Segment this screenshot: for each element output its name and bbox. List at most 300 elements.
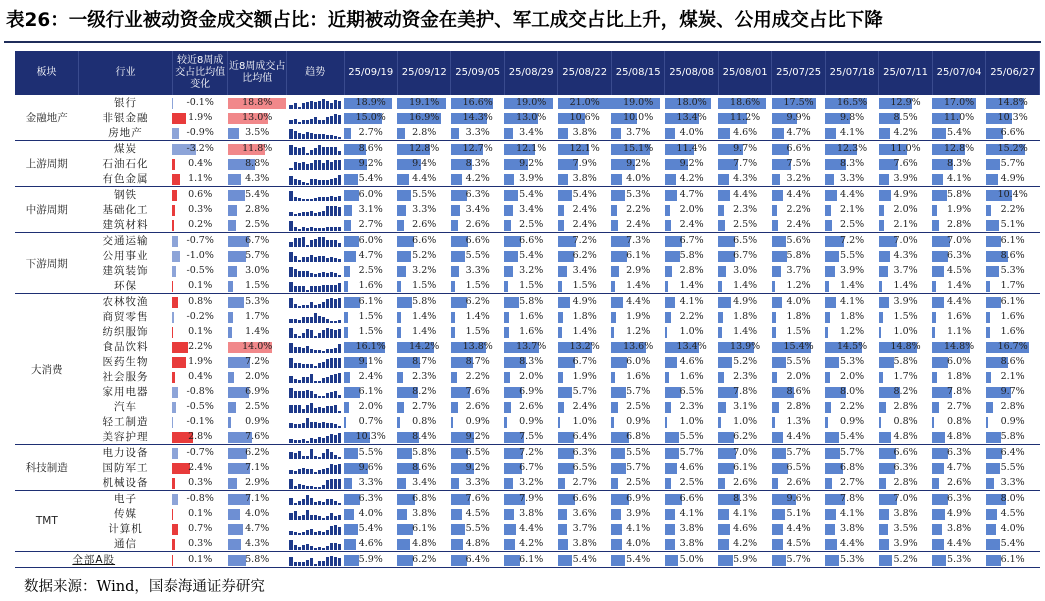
week-cell-label: 1.2% (786, 279, 811, 291)
week-cell (772, 475, 825, 491)
spark-bar (338, 358, 341, 368)
week-cell-label: 5.3% (840, 355, 865, 367)
week-cell (825, 460, 878, 475)
trend-cell (286, 536, 344, 552)
week-cell (611, 217, 664, 233)
week-cell-label: 1.0% (679, 325, 704, 337)
spark-bar (322, 120, 325, 124)
week-cell-label: 6.0% (947, 355, 972, 367)
spark-bar (318, 237, 321, 247)
spark-bar (334, 197, 337, 201)
week-cell (932, 414, 985, 429)
spark-bar (314, 117, 317, 124)
week-cell-label: 3.5% (893, 522, 918, 534)
week-cell-label: 6.7% (572, 355, 597, 367)
avg-cell-label: 4.3% (245, 172, 270, 184)
week-cell-label: 2.8% (893, 476, 918, 488)
week-cell (344, 491, 397, 507)
week-cell-label: 6.3% (572, 446, 597, 458)
spark-bar (302, 199, 305, 201)
spark-bar (310, 469, 313, 473)
week-cell (451, 369, 504, 384)
week-cell-label: 6.9% (626, 492, 651, 504)
week-cell-label: 2.2% (465, 370, 490, 382)
week-cell-label: 7.0% (893, 234, 918, 246)
spark-bar (298, 306, 301, 308)
spark-bar (314, 472, 317, 474)
spark-bar (314, 239, 317, 246)
week-cell-label: 8.6% (786, 385, 811, 397)
week-cell (451, 202, 504, 217)
week-cell (611, 414, 664, 429)
week-cell (451, 414, 504, 429)
header-week: 25/08/15 (611, 51, 664, 95)
week-cell-label: 4.5% (1000, 507, 1025, 519)
week-cell-label: 3.3% (465, 126, 490, 138)
week-cell (879, 536, 932, 552)
header-week: 25/09/05 (451, 51, 504, 95)
avg-cell (228, 460, 287, 475)
week-cell-label: 2.6% (947, 476, 972, 488)
week-cell (611, 339, 664, 354)
week-cell (344, 399, 397, 414)
week-cell (665, 354, 718, 369)
avg-cell (228, 263, 287, 278)
week-cell (932, 369, 985, 384)
avg-cell (228, 248, 287, 263)
week-cell-label: 5.6% (786, 234, 811, 246)
industry-name: 煤炭 (79, 141, 173, 157)
avg-cell-label: 5.3% (245, 295, 270, 307)
spark-bar (322, 469, 325, 474)
week-cell-label: 14.5% (837, 340, 868, 352)
avg-cell (228, 233, 287, 249)
trend-sparkline (286, 204, 344, 216)
week-cell-label: 13.2% (569, 340, 600, 352)
week-cell (986, 369, 1040, 384)
week-cell (397, 384, 450, 399)
spark-bar (326, 480, 329, 488)
source-note: 数据来源：Wind，国泰海通证券研究 (24, 579, 265, 595)
spark-bar (302, 317, 305, 323)
week-cell (718, 187, 771, 203)
week-cell (558, 491, 611, 507)
spark-bar (322, 532, 325, 535)
diff-cell (172, 399, 228, 414)
spark-bar (318, 333, 321, 338)
spark-bar (298, 562, 301, 565)
trend-cell (286, 171, 344, 187)
avg-cell-label: 1.4% (245, 325, 270, 337)
sector-label: TMT (15, 491, 79, 552)
week-cell (665, 171, 718, 187)
week-cell (665, 384, 718, 399)
spark-bar (302, 409, 305, 413)
week-cell-label: 8.3% (840, 157, 865, 169)
spark-bar (334, 285, 337, 292)
spark-bar (298, 533, 301, 535)
week-cell (451, 217, 504, 233)
trend-cell (286, 384, 344, 399)
spark-bar (322, 561, 325, 565)
week-cell (986, 141, 1040, 157)
spark-bar (294, 532, 297, 535)
week-cell-label: 2.7% (358, 126, 383, 138)
week-cell (825, 491, 878, 507)
week-cell (879, 399, 932, 414)
week-cell (504, 233, 557, 249)
week-cell-label: 12.8% (409, 142, 440, 154)
week-cell-label: 4.9% (893, 188, 918, 200)
week-cell (825, 171, 878, 187)
week-cell (504, 506, 557, 521)
week-cell-label: 4.5% (465, 507, 490, 519)
spark-bar (289, 212, 292, 216)
table-row (15, 475, 1040, 491)
table-row (15, 141, 1040, 157)
week-cell-label: 2.3% (733, 370, 758, 382)
week-cell-label: 17.0% (943, 96, 975, 108)
week-cell (451, 156, 504, 171)
week-cell-label: 5.2% (893, 553, 918, 565)
week-cell (772, 399, 825, 414)
week-cell (397, 369, 450, 384)
spark-bar (314, 148, 317, 155)
week-cell (344, 414, 397, 429)
week-cell-label: 1.6% (679, 370, 704, 382)
spark-bar (318, 212, 321, 216)
week-cell (451, 278, 504, 294)
week-cell (397, 475, 450, 491)
week-cell-label: 4.3% (733, 172, 758, 184)
week-cell-label: 5.8% (893, 355, 918, 367)
week-cell (825, 354, 878, 369)
week-cell (344, 141, 397, 157)
spark-bar (318, 457, 321, 459)
week-cell-label: 5.4% (519, 249, 544, 261)
spark-bar (294, 379, 297, 383)
week-cell-label: 5.7% (626, 385, 651, 397)
week-cell (772, 171, 825, 187)
week-cell (558, 202, 611, 217)
spark-bar (294, 334, 297, 337)
spark-bar (334, 240, 337, 247)
diff-cell-label: 0.3% (188, 476, 213, 488)
spark-bar (310, 119, 313, 124)
week-cell-label: 8.3% (465, 157, 490, 169)
industry-name: 基础化工 (102, 204, 149, 216)
week-cell-label: 4.4% (947, 295, 972, 307)
spark-bar (314, 274, 317, 277)
week-cell (558, 399, 611, 414)
week-cell-label: 4.7% (947, 461, 972, 473)
week-cell (825, 384, 878, 399)
week-cell-label: 6.6% (786, 142, 811, 154)
spark-bar (306, 329, 309, 338)
week-cell (825, 202, 878, 217)
week-cell-label: 7.8% (840, 492, 865, 504)
spark-bar (306, 510, 309, 520)
week-cell (718, 339, 771, 354)
week-cell-label: 1.4% (572, 325, 597, 337)
spark-bar (294, 238, 297, 247)
week-cell-label: 5.4% (572, 553, 597, 565)
trend-sparkline (286, 280, 344, 292)
week-cell (504, 354, 557, 369)
spark-bar (334, 147, 337, 155)
week-cell-label: 5.7% (679, 446, 704, 458)
week-cell-label: 6.6% (519, 234, 544, 246)
spark-bar (326, 530, 329, 535)
week-cell-label: 5.8% (947, 188, 972, 200)
week-cell-label: 2.8% (893, 400, 918, 412)
week-cell-label: 9.2% (465, 461, 490, 473)
week-cell (611, 263, 664, 278)
avg-cell (228, 294, 287, 310)
week-cell (504, 491, 557, 507)
trend-sparkline (286, 371, 344, 383)
spark-bar (322, 485, 325, 489)
week-cell (344, 171, 397, 187)
week-cell-label: 3.7% (626, 126, 651, 138)
spark-bar (310, 133, 313, 139)
week-cell-label: 9.7% (733, 142, 758, 154)
week-cell-label: 4.5% (947, 264, 972, 276)
spark-bar (298, 163, 301, 169)
week-cell (718, 521, 771, 536)
spark-bar (306, 486, 309, 489)
spark-bar (330, 321, 333, 323)
diff-cell (172, 384, 228, 399)
week-cell (932, 278, 985, 294)
week-cell-label: 2.1% (893, 218, 918, 230)
week-cell (611, 95, 664, 111)
avg-cell (228, 217, 287, 233)
week-cell-label: 5.3% (1000, 264, 1025, 276)
spark-bar (334, 273, 337, 277)
avg-cell (228, 324, 287, 339)
avg-cell-label: 4.3% (245, 537, 270, 549)
spark-bar (306, 560, 309, 566)
spark-bar (289, 540, 292, 550)
week-cell-label: 2.2% (626, 203, 651, 215)
week-cell-label: 7.2% (519, 446, 544, 458)
week-cell-label: 7.6% (465, 492, 490, 504)
spark-bar (294, 562, 297, 566)
spark-bar (298, 484, 301, 489)
week-cell (558, 324, 611, 339)
spark-bar (310, 302, 313, 308)
table-row (15, 187, 1040, 203)
avg-cell-label: 3.5% (245, 126, 270, 138)
spark-bar (338, 196, 341, 200)
week-cell (397, 278, 450, 294)
week-cell (986, 414, 1040, 429)
week-cell (665, 521, 718, 536)
week-cell (558, 552, 611, 568)
week-cell (772, 294, 825, 310)
spark-bar (330, 358, 333, 367)
spark-bar (306, 245, 309, 247)
week-cell-label: 9.9% (786, 111, 811, 123)
week-cell-label: 5.1% (1000, 218, 1025, 230)
spark-bar (338, 283, 341, 291)
passive-fund-table (15, 51, 1040, 568)
trend-sparkline (286, 554, 344, 566)
spark-bar (322, 272, 325, 277)
week-cell (611, 491, 664, 507)
diff-cell-label: -0.5% (186, 400, 214, 412)
spark-bar (334, 435, 337, 442)
table-row (15, 445, 1040, 461)
week-cell-label: 6.2% (572, 249, 597, 261)
week-cell-label: 2.4% (572, 218, 597, 230)
spark-bar (289, 452, 292, 458)
trend-cell (286, 552, 344, 568)
week-cell (665, 552, 718, 568)
week-cell-label: 4.2% (465, 172, 490, 184)
spark-bar (318, 501, 321, 505)
week-cell (718, 263, 771, 278)
trend-sparkline (286, 341, 344, 353)
header-week: 25/06/27 (986, 51, 1040, 95)
week-cell (451, 248, 504, 263)
spark-bar (289, 513, 292, 520)
spark-bar (314, 257, 317, 262)
diff-cell (172, 263, 228, 278)
week-cell-label: 8.0% (840, 385, 865, 397)
spark-bar (306, 212, 309, 216)
week-cell (558, 125, 611, 141)
trend-sparkline (286, 447, 344, 459)
week-cell-label: 5.7% (786, 553, 811, 565)
spark-bar (302, 545, 305, 550)
week-cell-label: 3.9% (840, 264, 865, 276)
diff-cell (172, 95, 228, 111)
week-cell-label: 3.4% (465, 203, 490, 215)
spark-bar (330, 196, 333, 201)
spark-bar (294, 256, 297, 262)
week-cell-label: 4.4% (840, 188, 865, 200)
week-cell (665, 95, 718, 111)
spark-bar (334, 299, 337, 308)
week-cell (504, 263, 557, 278)
week-cell (986, 384, 1040, 399)
spark-bar (294, 545, 297, 550)
week-cell-label: 5.8% (519, 295, 544, 307)
spark-bar (298, 440, 301, 443)
week-cell (397, 187, 450, 203)
spark-bar (322, 548, 325, 550)
week-cell (772, 141, 825, 157)
week-cell (932, 171, 985, 187)
spark-bar (302, 237, 305, 247)
spark-bar (334, 455, 337, 458)
table-row (15, 339, 1040, 354)
week-cell (504, 399, 557, 414)
week-cell-label: 2.6% (465, 400, 490, 412)
week-cell-label: 6.0% (626, 355, 651, 367)
spark-bar (334, 525, 337, 535)
trend-sparkline (286, 386, 344, 398)
spark-bar (326, 117, 329, 123)
spark-bar (310, 515, 313, 520)
week-cell (451, 491, 504, 507)
week-cell (825, 217, 878, 233)
week-cell (558, 95, 611, 111)
week-cell-label: 0.9% (626, 415, 651, 427)
week-cell (611, 202, 664, 217)
industry-name: 通信 (114, 538, 137, 550)
spark-bar (338, 275, 341, 277)
diff-cell-label: 0.1% (188, 507, 213, 519)
spark-bar (322, 211, 325, 216)
week-cell (504, 475, 557, 491)
week-cell-label: 18.6% (730, 96, 761, 108)
week-cell-label: 2.4% (358, 370, 383, 382)
spark-bar (334, 206, 337, 216)
table-row (15, 399, 1040, 414)
spark-bar (310, 273, 313, 276)
week-cell (932, 95, 985, 111)
avg-cell (228, 399, 287, 414)
trend-cell (286, 460, 344, 475)
spark-bar (310, 438, 313, 442)
spark-bar (294, 162, 297, 170)
week-cell-label: 4.1% (679, 507, 704, 519)
week-cell (932, 521, 985, 536)
week-cell-label: 4.9% (733, 295, 758, 307)
week-cell (344, 460, 397, 475)
week-cell-label: 1.8% (733, 310, 758, 322)
week-cell-label: 4.4% (519, 522, 544, 534)
week-cell (611, 475, 664, 491)
week-cell-label: 3.3% (1000, 476, 1025, 488)
week-cell (986, 125, 1040, 141)
spark-bar (322, 228, 325, 231)
week-cell (344, 125, 397, 141)
week-cell-label: 3.4% (519, 126, 544, 138)
spark-bar (294, 486, 297, 489)
spark-bar (310, 330, 313, 337)
week-cell (718, 248, 771, 263)
week-cell (932, 202, 985, 217)
diff-cell (172, 110, 228, 125)
spark-bar (302, 120, 305, 123)
spark-bar (318, 304, 321, 308)
week-cell-label: 2.5% (626, 400, 651, 412)
week-cell-label: 6.4% (572, 430, 597, 442)
week-cell (772, 187, 825, 203)
spark-bar (289, 267, 292, 277)
week-cell-label: 1.5% (893, 310, 918, 322)
week-cell-label: 12.9% (890, 96, 921, 108)
trend-cell (286, 491, 344, 507)
week-cell (986, 324, 1040, 339)
week-cell-label: 6.2% (412, 553, 437, 565)
week-cell (986, 339, 1040, 354)
week-cell-label: 4.9% (1000, 172, 1025, 184)
week-cell-label: 6.3% (947, 446, 972, 458)
week-cell-label: 5.4% (358, 522, 383, 534)
table-body (15, 95, 1040, 568)
spark-bar (326, 499, 329, 505)
diff-cell (172, 187, 228, 203)
week-cell-label: 1.4% (626, 279, 651, 291)
week-cell-label: 3.2% (786, 172, 811, 184)
spark-bar (310, 101, 313, 109)
spark-bar (298, 547, 301, 550)
